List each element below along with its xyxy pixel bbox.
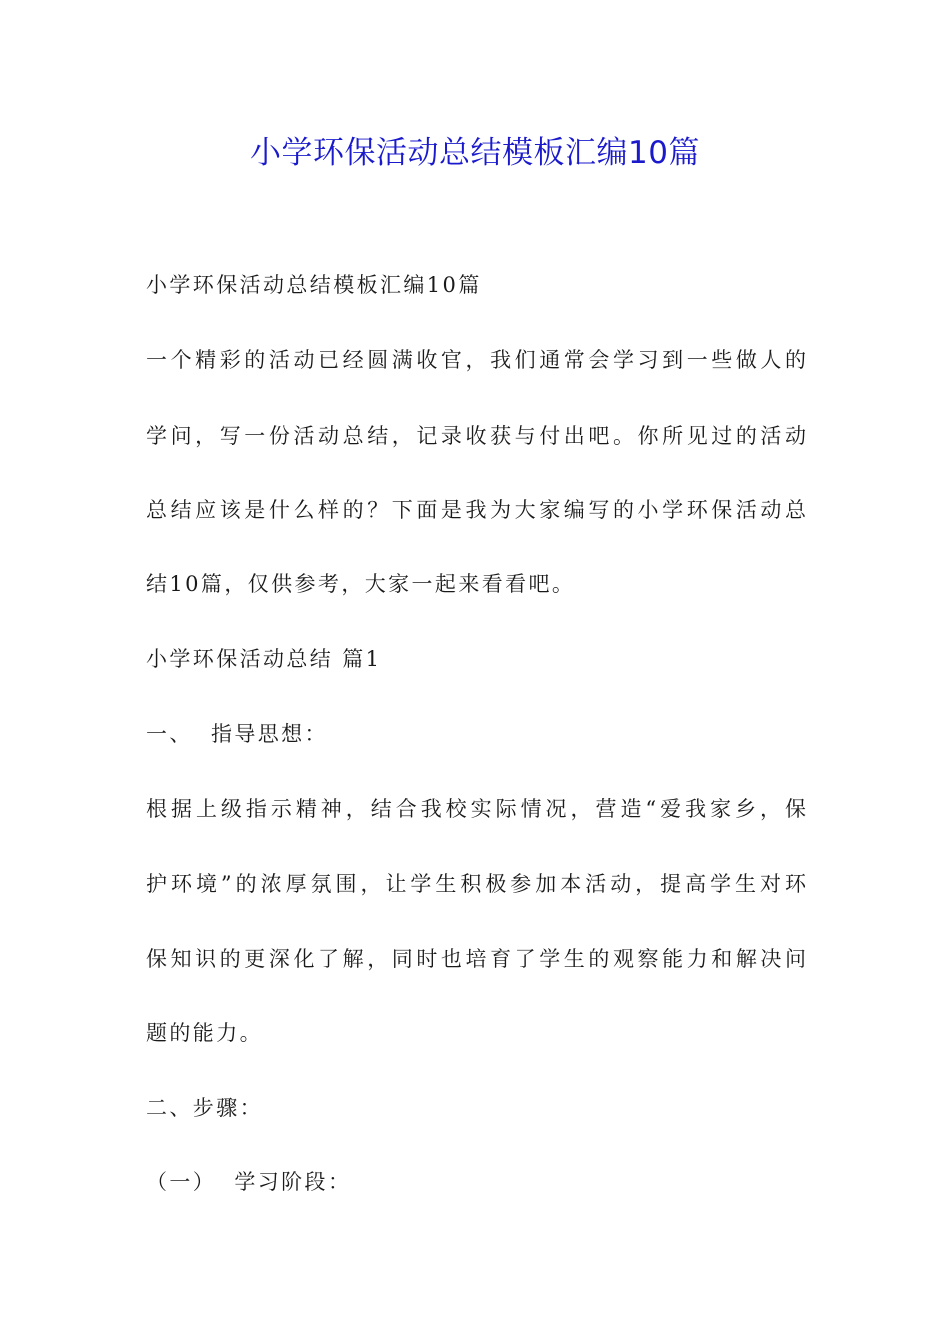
- paragraph-line: 题的能力。: [146, 1021, 263, 1045]
- paragraph-line: 保知识的更深化了解，同时也培育了学生的观察能力和解决问: [146, 947, 806, 971]
- subheading-learning-stage: （一） 学习阶段：: [146, 1170, 352, 1194]
- subheading-guiding-thought: 一、 指导思想：: [146, 722, 328, 746]
- document-title: 小学环保活动总结模板汇编10篇: [250, 135, 700, 171]
- paragraph-line: 护环境”的浓厚氛围，让学生积极参加本活动，提高学生对环: [146, 872, 806, 896]
- subheading-steps: 二、步骤：: [146, 1096, 263, 1120]
- paragraph-line: 一个精彩的活动已经圆满收官，我们通常会学习到一些做人的: [146, 348, 806, 372]
- paragraph-line: 结10篇，仅供参考，大家一起来看看吧。: [146, 572, 576, 596]
- paragraph-line: 总结应该是什么样的？下面是我为大家编写的小学环保活动总: [146, 498, 806, 522]
- section-heading: 小学环保活动总结 篇1: [146, 647, 382, 671]
- paragraph-line: 学问，写一份活动总结，记录收获与付出吧。你所见过的活动: [146, 424, 806, 448]
- paragraph-line: 根据上级指示精神，结合我校实际情况，营造“爱我家乡，保: [146, 797, 806, 821]
- subtitle-line: 小学环保活动总结模板汇编10篇: [146, 273, 482, 297]
